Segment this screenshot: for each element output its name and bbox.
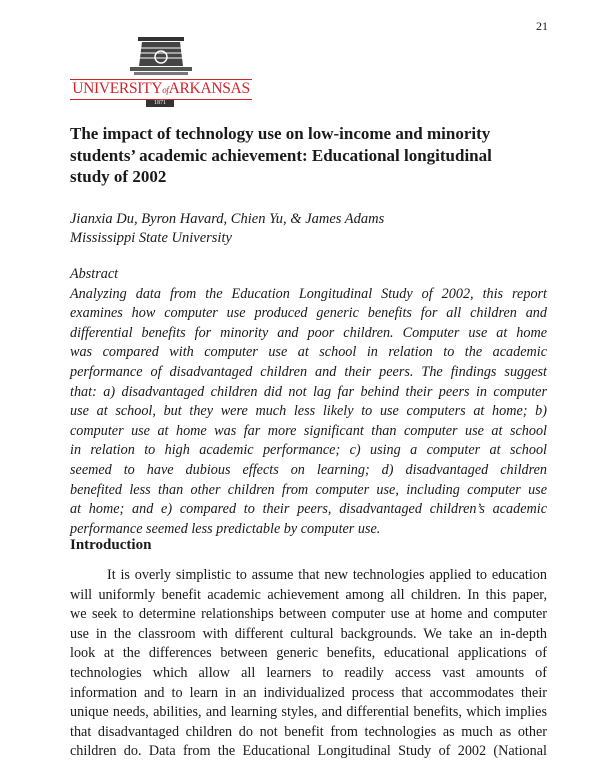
- text-line: Analyzing data from the Education Longitudinal Study of 2002, this report: [70, 285, 547, 302]
- introduction-body: [70, 566, 547, 762]
- authors: Jianxia Du, Byron Havard, Chien Yu, & James Adams: [70, 211, 385, 227]
- text-line: differential benefits for minority and poor children. Computer use at home: [70, 324, 547, 341]
- old-main-building-icon: [70, 34, 252, 80]
- introduction-heading: Introduction: [70, 537, 152, 553]
- text-line: performance of disadvantaged children and their peers. The findings suggest: [70, 363, 547, 380]
- affiliation: Mississippi State University: [70, 229, 232, 246]
- title-line: study of 2002: [70, 167, 167, 186]
- text-line: benefited less than other children from computer use, including computer use: [70, 481, 547, 498]
- text-line: will uniformly benefit academic achievement among all children. In this paper,: [70, 586, 547, 603]
- text-line: we seek to determine relationships between computer use at home and computer: [70, 606, 547, 623]
- text-line: unique needs, abilities, and learning styles, and differential benefits, which implies: [70, 704, 547, 721]
- text-line: in relation to high academic performance; c) using a computer at school: [70, 442, 547, 459]
- text-line: seemed to have dubious effects on learning; d) disadvantaged children: [70, 461, 547, 478]
- logo-text-university: UNIVERSITY: [72, 80, 163, 97]
- logo-text-of: of: [162, 85, 169, 95]
- title-line: The impact of technology use on low-income and minority: [70, 124, 491, 143]
- text-line: information and to learn in an individualized process that accommodates their: [70, 684, 547, 701]
- page-number: 21: [536, 19, 548, 33]
- logo-text-arkansas: ARKANSAS: [168, 80, 250, 97]
- text-line: use in the classroom with different cultural backgrounds. We take an in-depth: [70, 625, 547, 642]
- text-line: children do. Data from the Educational Longitudinal Study of 2002 (National: [70, 743, 547, 760]
- text-line: was compared with computer use at school in relation to the academic: [70, 344, 547, 361]
- text-line: at home; and e) compared to their peers, disadvantaged children’s academic: [70, 501, 547, 518]
- text-line: performance seemed less predictable by computer use.: [70, 520, 381, 537]
- text-line: technologies which allow all learners to readily access vast amounts of: [70, 664, 547, 681]
- abstract-label: Abstract: [70, 266, 119, 282]
- text-line: that disadvantaged children do not benefit from technologies as much as other: [70, 723, 547, 740]
- author-block: [70, 210, 384, 247]
- text-line: that: a) disadvantaged children did not lag far behind their peers in computer: [70, 383, 547, 400]
- text-line: look at the differences between generic benefits, educational applications of: [70, 645, 547, 662]
- abstract: [70, 265, 547, 539]
- title-line: students’ academic achievement: Educational longitudinal: [70, 145, 492, 165]
- text-line: examines how computer use produced generic benefits for all children and: [70, 305, 547, 322]
- logo-year: 1871: [146, 100, 174, 107]
- text-line: It is overly simplistic to assume that new technologies applied to education: [107, 567, 547, 583]
- paper-title: [70, 123, 540, 188]
- text-line: computer use at home was far more significant than computer use at school: [70, 422, 547, 439]
- text-line: use at school, but they were much less likely to use computers at home; b): [70, 403, 547, 420]
- university-of-arkansas-logo: [70, 34, 252, 106]
